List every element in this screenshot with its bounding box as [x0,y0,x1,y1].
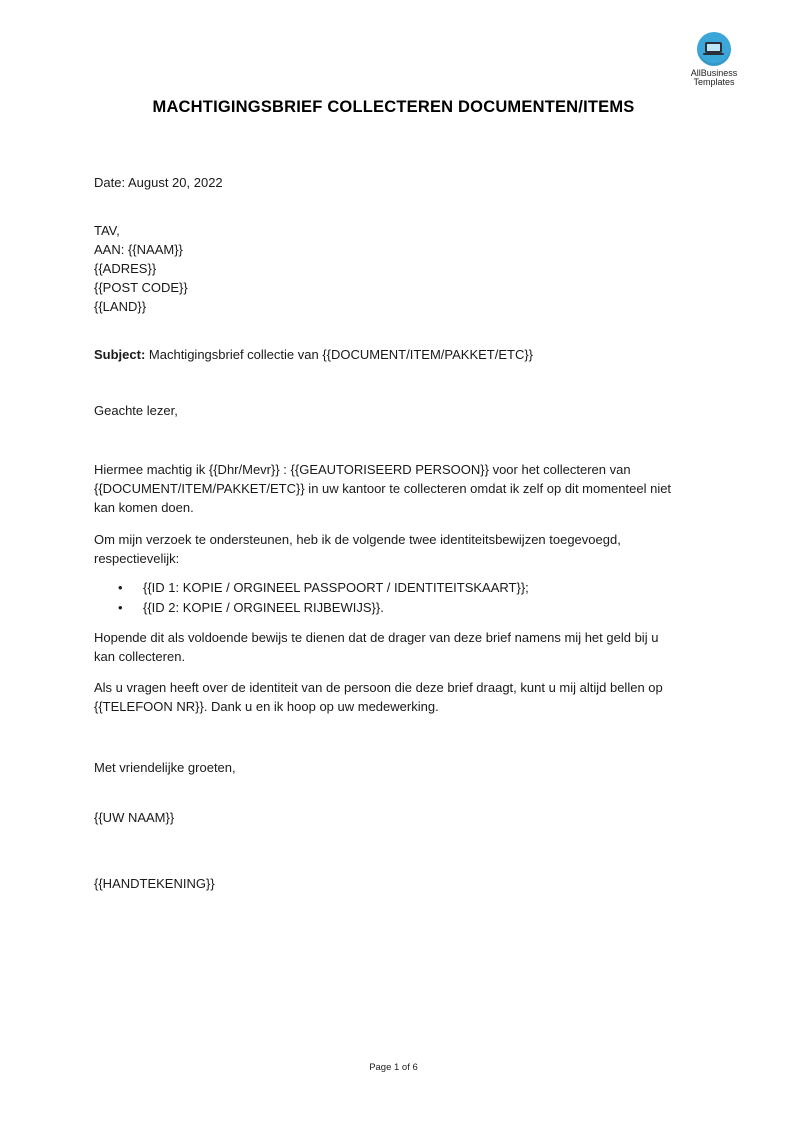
document-title: MACHTIGINGSBRIEF COLLECTEREN DOCUMENTEN/ITEMS [152,98,635,116]
list-item [94,578,529,598]
paragraph-authorization [94,460,706,517]
subject-text: Machtigingsbrief collectie van {{DOCUMENT/ITEM/PAKKET/ETC}} [145,347,534,362]
list-item-text: {{ID 2: KOPIE / ORGINEEL RIJBEWIJS}}. [143,600,384,615]
recipient-address [94,221,706,316]
allbusiness-templates-logo [682,32,746,87]
id-document-list [94,578,529,618]
closing: Met vriendelijke groeten, [94,760,236,775]
address-line: {{ADRES}} [94,261,157,276]
address-line: {{POST CODE}} [94,280,188,295]
paragraph-id-documents [94,530,706,568]
sender-name: {{UW NAAM}} [94,810,175,825]
salutation: Geachte lezer, [94,403,178,418]
page-number: Page 1 of 6 [369,1062,418,1073]
paragraph-line: Om mijn verzoek te ondersteunen, heb ik de volgende twee identiteitsbewijzen toegevoegd, [94,532,621,547]
logo-line-2: Templates [693,77,735,87]
paragraph-line: {{TELEFOON NR}}. Dank u en ik hoop op uw medewerking. [94,699,439,714]
paragraph-line: Hopende dit als voldoende bewijs te dienen dat de drager van deze brief namens mij het geld bij u [94,630,659,645]
list-item [94,598,529,618]
subject-label: Subject: [94,347,146,362]
address-line: AAN: {{NAAM}} [94,242,183,257]
paragraph-line: Hiermee machtig ik {{Dhr/Mevr}} : {{GEAUTORISEERD PERSOON}} voor het collecteren van [94,462,631,477]
letter-date: Date: August 20, 2022 [94,175,223,190]
bullet: • [118,580,123,595]
bullet: • [118,600,123,615]
paragraph-line: Als u vragen heeft over de identiteit van de persoon die deze brief draagt, kunt u mij altijd bellen op [94,680,663,695]
address-line: TAV, [94,223,120,238]
paragraph-line: {{DOCUMENT/ITEM/PAKKET/ETC}} in uw kantoor te collecteren omdat ik zelf op dit momenteel niet [94,481,672,496]
logo-text [682,69,746,87]
signature: {{HANDTEKENING}} [94,876,215,891]
list-item-text: {{ID 1: KOPIE / ORGINEEL PASSPOORT / IDENTITEITSKAART}}; [143,580,529,595]
paragraph-line: kan komen doen. [94,500,194,515]
laptop-icon [697,32,731,66]
paragraph-contact [94,678,706,716]
address-line: {{LAND}} [94,299,147,314]
paragraph-proof [94,628,706,666]
paragraph-line: kan collecteren. [94,649,186,664]
logo-line-1: AllBusiness [690,68,738,78]
subject-line [94,345,706,364]
paragraph-line: respectievelijk: [94,551,180,566]
